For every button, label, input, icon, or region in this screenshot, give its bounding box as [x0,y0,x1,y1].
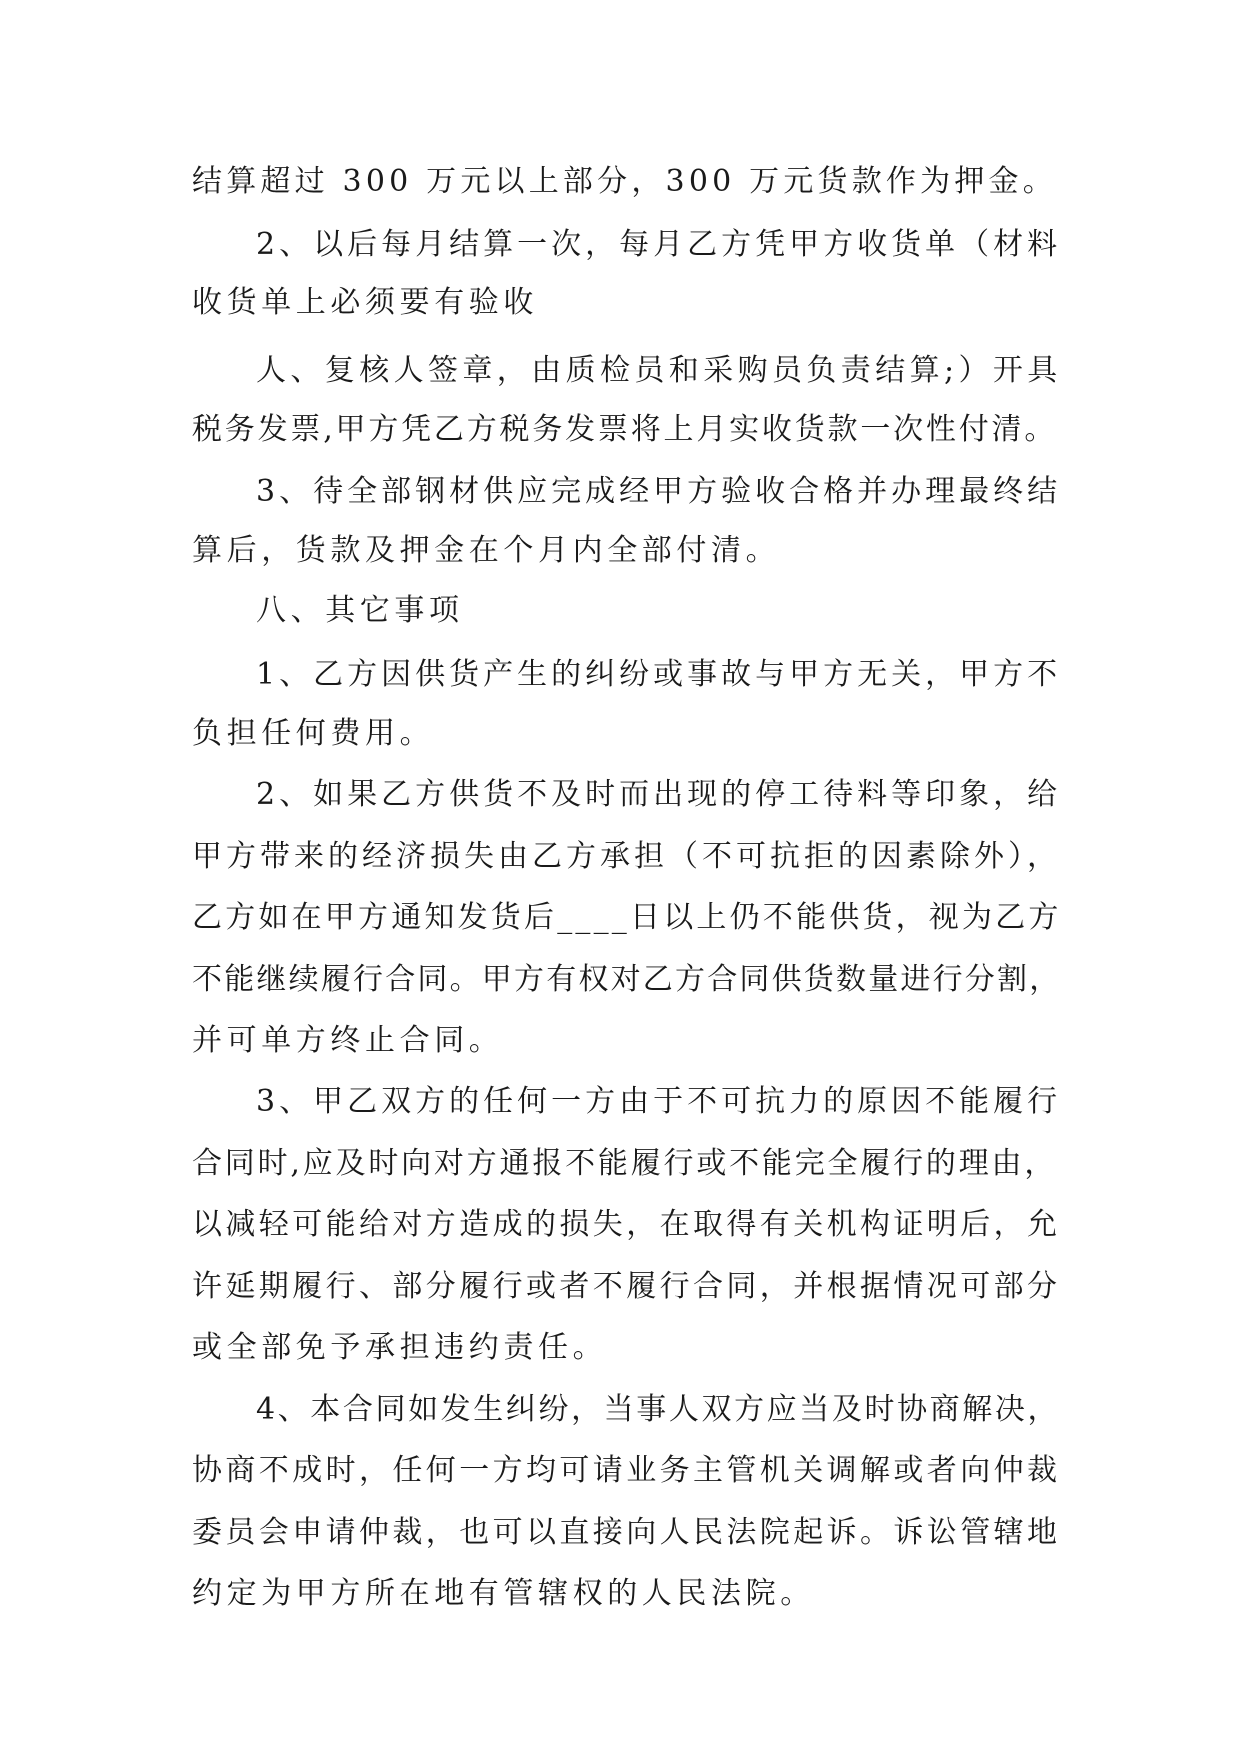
text-line: 不能继续履行合同。甲方有权对乙方合同供货数量进行分割， [192,962,1062,997]
text-line: 委员会申请仲裁，也可以直接向人民法院起诉。诉讼管辖地 [192,1515,1061,1550]
text-line: 2、如果乙方供货不及时而出现的停工待料等印象，给 [256,777,1062,812]
text-line: 或全部免予承担违约责任。 [192,1330,608,1365]
text-line: 2、以后每月结算一次，每月乙方凭甲方收货单（材料 [256,227,1062,262]
text-line: 负担任何费用。 [192,716,435,751]
text-line: 税务发票,甲方凭乙方税务发票将上月实收货款一次性付清。 [192,412,1058,447]
text-line: 乙方如在甲方通知发货后____日以上仍不能供货，视为乙方 [192,900,1062,935]
text-line: 3、甲乙双方的任何一方由于不可抗力的原因不能履行 [256,1084,1062,1119]
text-line: 结算超过 300 万元以上部分，300 万元货款作为押金。 [192,164,1057,199]
text-line: 协商不成时，任何一方均可请业务主管机关调解或者向仲裁 [192,1453,1061,1488]
section-heading: 八、其它事项 [256,593,464,628]
text-line: 约定为甲方所在地有管辖权的人民法院。 [192,1576,815,1611]
text-line: 许延期履行、部分履行或者不履行合同，并根据情况可部分 [192,1269,1061,1304]
text-line: 1、乙方因供货产生的纠纷或事故与甲方无关，甲方不 [256,657,1062,692]
text-line: 收货单上必须要有验收 [192,285,538,320]
text-line: 以减轻可能给对方造成的损失，在取得有关机构证明后，允 [192,1207,1061,1242]
text-line: 并可单方终止合同。 [192,1023,504,1058]
text-line: 甲方带来的经济损失由乙方承担（不可抗拒的因素除外）， [192,839,1061,874]
text-line: 人、复核人签章，由质检员和采购员负责结算;）开具 [256,353,1062,388]
text-line: 3、待全部钢材供应完成经甲方验收合格并办理最终结 [256,474,1062,509]
text-line: 4、本合同如发生纠纷，当事人双方应当及时协商解决， [256,1392,1061,1427]
text-line: 算后，货款及押金在个月内全部付清。 [192,533,781,568]
text-line: 合同时,应及时向对方通报不能履行或不能完全履行的理由， [192,1146,1058,1181]
